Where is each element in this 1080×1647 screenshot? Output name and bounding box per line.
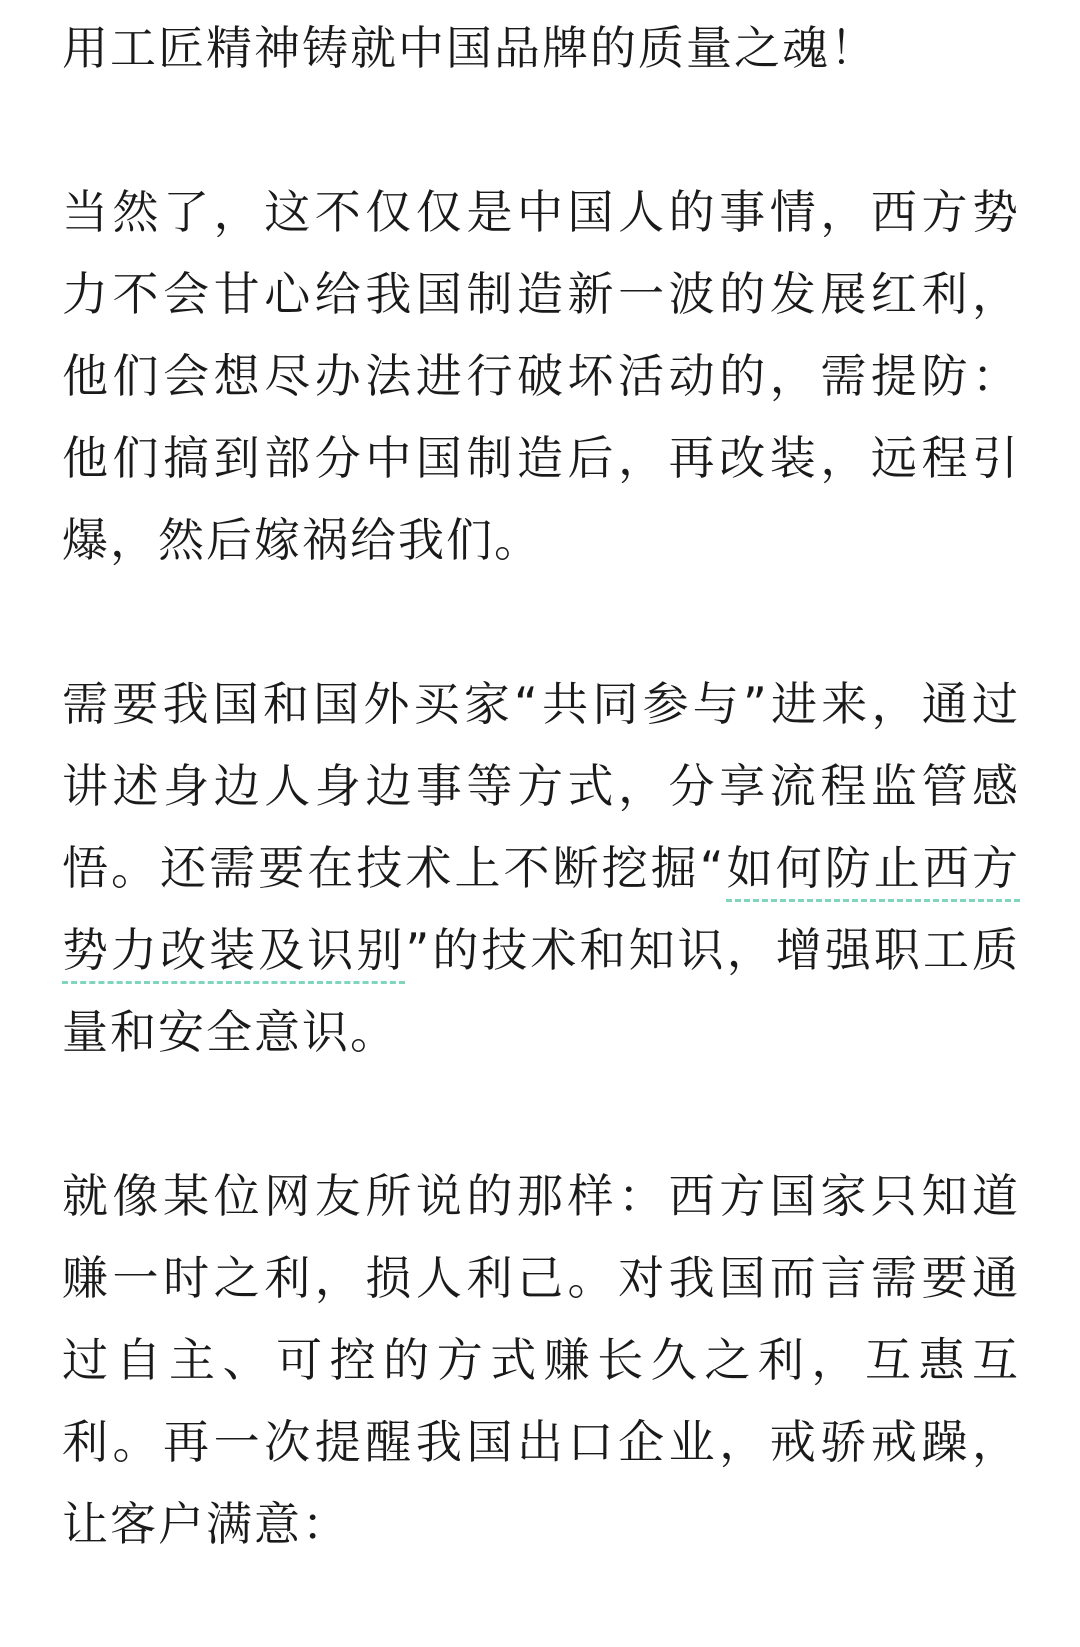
paragraph-headline: 用工匠精神铸就中国品牌的质量之魂！	[62, 21, 878, 75]
paragraph-netizen-quote: 就像某位网友所说的那样：西方国家只知道赚一时之利，损人利己。对我国而言需要通过自主、可控的方式赚长久之利，互惠互利。再一次提醒我国出口企业，戒骄戒躁，让客户满意：	[62, 1169, 1020, 1551]
paragraph-text-before-link: 需要我国和国外买家“共同参与”进来，通过讲述身边人身边事等方式，分享流程监管感悟。还需要在技术上不断挖掘“	[62, 677, 1020, 895]
paragraph-warning: 当然了，这不仅仅是中国人的事情，西方势力不会甘心给我国制造新一波的发展红利，他们会想尽办法进行破坏活动的，需提防：他们搞到部分中国制造后，再改装，远程引爆，然后嫁祸给我们。	[62, 185, 1020, 567]
article-body	[62, 0, 1020, 1647]
search-keyword-link[interactable]: 如何防止西方势力改装及识别	[62, 841, 1020, 984]
paragraph-participation	[62, 663, 1020, 1073]
paragraph-text-after-link: ”的技术和知识，增强职工质量和安全意识。	[62, 923, 1020, 1059]
